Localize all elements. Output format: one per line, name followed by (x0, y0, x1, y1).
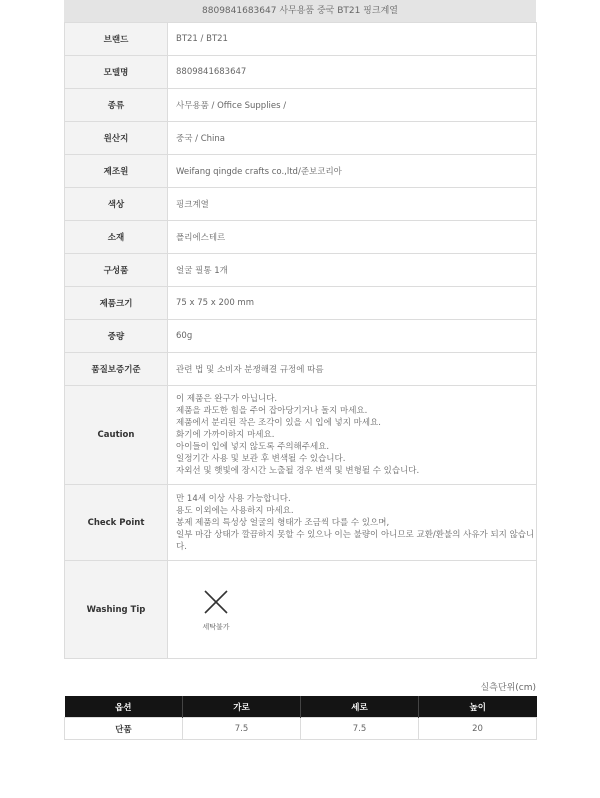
size-height: 20 (419, 718, 537, 740)
caution-text (168, 386, 537, 485)
spec-row-model (65, 56, 537, 89)
product-title: 8809841683647 사무용품 중국 BT21 핑크계열 (202, 6, 398, 16)
spec-value: 중국 / China (168, 122, 537, 155)
spec-label: 브랜드 (65, 23, 168, 56)
washing-symbol (194, 587, 238, 632)
size-option: 단품 (65, 718, 183, 740)
spec-label: 제조원 (65, 155, 168, 188)
spec-label: 색상 (65, 188, 168, 221)
spec-label: 모델명 (65, 56, 168, 89)
spec-value: 60g (168, 320, 537, 353)
size-table-header (65, 696, 537, 718)
spec-value: Weifang qingde crafts co.,ltd/준보코리아 (168, 155, 537, 188)
spec-label: 구성품 (65, 254, 168, 287)
spec-row-manufacturer (65, 155, 537, 188)
spec-value: 관련 법 및 소비자 분쟁해결 규정에 따름 (168, 353, 537, 386)
spec-row-type (65, 89, 537, 122)
spec-row-size (65, 287, 537, 320)
caution-label: Caution (65, 386, 168, 485)
spec-row-caution (65, 386, 537, 485)
caution-line: 제품에서 분리된 작은 조각이 있을 시 입에 넣지 마세요. (176, 418, 381, 428)
size-header-width: 가로 (183, 696, 301, 718)
spec-table (64, 22, 537, 659)
spec-row-origin (65, 122, 537, 155)
spec-label: 품질보증기준 (65, 353, 168, 386)
spec-value: BT21 / BT21 (168, 23, 537, 56)
spec-row-color (65, 188, 537, 221)
product-title-bar (64, 0, 536, 23)
size-depth: 7.5 (301, 718, 419, 740)
spec-value: 핑크계열 (168, 188, 537, 221)
check-point-line: 봉제 제품의 특성상 얼굴의 형태가 조금씩 다를 수 있으며, (176, 517, 390, 528)
check-point-line: 만 14세 이상 사용 가능합니다. (176, 493, 291, 504)
spec-value: 사무용품 / Office Supplies / (168, 89, 537, 122)
unit-label: 실측단위(cm) (480, 683, 536, 693)
spec-row-brand (65, 23, 537, 56)
check-point-text (168, 485, 537, 561)
spec-row-check-point (65, 485, 537, 561)
check-point-label: Check Point (65, 485, 168, 561)
spec-row-material (65, 221, 537, 254)
size-table (64, 696, 537, 740)
spec-value: 얼굴 필통 1개 (168, 254, 537, 287)
spec-row-components (65, 254, 537, 287)
spec-label: 원산지 (65, 122, 168, 155)
caution-line: 아이들이 입에 넣지 않도록 주의해주세요. (176, 442, 330, 452)
size-width: 7.5 (183, 718, 301, 740)
spec-label: 중량 (65, 320, 168, 353)
caution-line: 제품을 과도한 힘을 주어 잡아당기거나 돌지 마세요. (176, 406, 368, 416)
spec-label: 종류 (65, 89, 168, 122)
size-header-height: 높이 (419, 696, 537, 718)
spec-label: 소재 (65, 221, 168, 254)
spec-value: 8809841683647 (168, 56, 537, 89)
washing-tip-label: Washing Tip (65, 561, 168, 659)
size-table-row (65, 718, 537, 740)
size-header-option: 옵션 (65, 696, 183, 718)
caution-line: 화기에 가까이하지 마세요. (176, 430, 275, 440)
caution-line: 이 제품은 완구가 아닙니다. (176, 394, 278, 404)
spec-row-washing-tip (65, 561, 537, 659)
caution-line: 일정기간 사용 및 보관 후 변색될 수 있습니다. (176, 454, 346, 464)
check-point-line: 일부 마감 상태가 깔끔하지 못할 수 있으나 이는 불량이 아니므로 교환/환불의 사유가 되지 않습니다. (176, 529, 535, 552)
spec-row-weight (65, 320, 537, 353)
no-wash-x-icon (201, 587, 231, 617)
caution-line: 자외선 및 햇빛에 장시간 노출될 경우 변색 및 변형될 수 있습니다. (176, 466, 420, 476)
spec-label: 제품크기 (65, 287, 168, 320)
spec-value: 75 x 75 x 200 mm (168, 287, 537, 320)
washing-tip-content (168, 561, 537, 659)
size-header-depth: 세로 (301, 696, 419, 718)
check-point-line: 용도 이외에는 사용하지 마세요. (176, 505, 294, 516)
spec-row-warranty (65, 353, 537, 386)
spec-value: 폴리에스테르 (168, 221, 537, 254)
washing-caption: 세탁불가 (202, 623, 230, 631)
